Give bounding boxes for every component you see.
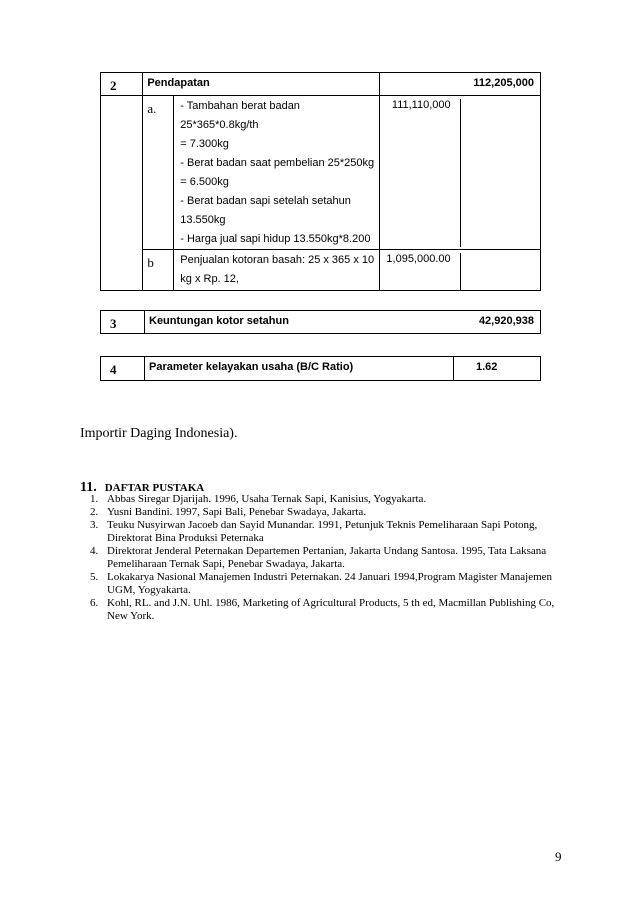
row-total: 112,205,000	[473, 77, 534, 89]
reference-number: 1.	[90, 493, 99, 505]
reference-number: 6.	[90, 597, 99, 609]
sub-description-cell	[174, 96, 379, 250]
row-label: Pendapatan	[147, 77, 210, 89]
row-number-cell	[101, 311, 145, 334]
reference-number: 4.	[90, 545, 99, 557]
reference-number: 3.	[90, 519, 99, 531]
sub-value-cell	[379, 96, 540, 250]
reference-number: 2.	[90, 506, 99, 518]
bc-ratio-table	[100, 356, 541, 381]
empty-cell	[101, 96, 143, 291]
page-number: 9	[555, 849, 562, 864]
row-value-cell	[454, 357, 541, 381]
row-label-cell	[145, 311, 395, 334]
row-value-cell	[394, 311, 541, 334]
sub-b-value: 1,095,000.00	[386, 253, 451, 265]
reference-item	[80, 506, 562, 519]
row-label: Keuntungan kotor setahun	[149, 315, 289, 327]
income-table	[100, 72, 541, 291]
row-total-cell	[379, 73, 540, 96]
sub-letter-cell	[143, 96, 174, 250]
row-number-cell	[101, 73, 143, 96]
reference-item	[80, 545, 562, 571]
sub-a-value: 111,110,000	[391, 99, 451, 111]
reference-item	[80, 493, 562, 506]
reference-text: Kohl, RL. and J.N. Uhl. 1986, Marketing of Agricultural Products, 5 th ed, Macmillan Publishing Co, New York.	[107, 597, 555, 622]
sub-letter-a: a.	[147, 101, 157, 116]
sub-letter-b: b	[147, 255, 154, 270]
sub-value-cell	[379, 250, 540, 291]
reference-text: Lokakarya Nasional Manajemen Industri Peternakan. 24 Januari 1994,Program Magister Manajemen UGM, Yogyakarta.	[107, 571, 553, 596]
reference-text: Direktorat Jenderal Peternakan Departemen Pertanian, Jakarta Undang Santosa. 1995, Tata Laksana Pemeliharaan Ternak Sapi, Penebar Swadaya, Jakarta.	[107, 545, 547, 570]
row-label-cell	[145, 357, 454, 381]
gross-profit-table	[100, 310, 541, 334]
column-divider	[460, 253, 461, 290]
sub-a-description: - Tambahan berat badan 25*365*0.8kg/th = 7.300kg - Berat badan saat pembelian 25*250kg = 6.500kg - Berat badan sapi setelah setahun 13.550kg - Harga jual sapi hidup 13.550kg*8.200	[180, 100, 375, 245]
section-number: 11.	[80, 480, 97, 495]
row-number: 3	[110, 316, 117, 331]
reference-text: Yusni Bandini. 1997, Sapi Bali, Penebar Swadaya, Jakarta.	[107, 506, 367, 518]
row-value: 42,920,938	[478, 315, 534, 327]
row-label: Parameter kelayakan usaha (B/C Ratio)	[149, 361, 354, 373]
section-title: DAFTAR PUSTAKA	[104, 482, 205, 494]
column-divider	[460, 99, 461, 247]
row-label-cell	[143, 73, 379, 96]
reference-list	[80, 493, 562, 623]
sub-description-cell	[174, 250, 379, 291]
row-number: 2	[110, 78, 117, 93]
reference-item	[80, 519, 562, 545]
reference-item	[80, 571, 562, 597]
sub-b-description: Penjualan kotoran basah: 25 x 365 x 10 kg x Rp. 12,	[180, 254, 375, 285]
reference-text: Abbas Siregar Djarijah. 1996, Usaha Ternak Sapi, Kanisius, Yogyakarta.	[107, 493, 427, 505]
sub-letter-cell	[143, 250, 174, 291]
reference-number: 5.	[90, 571, 99, 583]
continuation-text: Importir Daging Indonesia).	[80, 426, 238, 441]
row-number: 4	[110, 362, 117, 377]
reference-text: Teuku Nusyirwan Jacoeb dan Sayid Munandar. 1991, Petunjuk Teknis Pemeliharaan Sapi Potong, Direktorat Bina Produksi Peternaka	[107, 519, 538, 544]
row-number-cell	[101, 357, 145, 381]
reference-item	[80, 597, 562, 623]
row-value: 1.62	[476, 361, 498, 373]
